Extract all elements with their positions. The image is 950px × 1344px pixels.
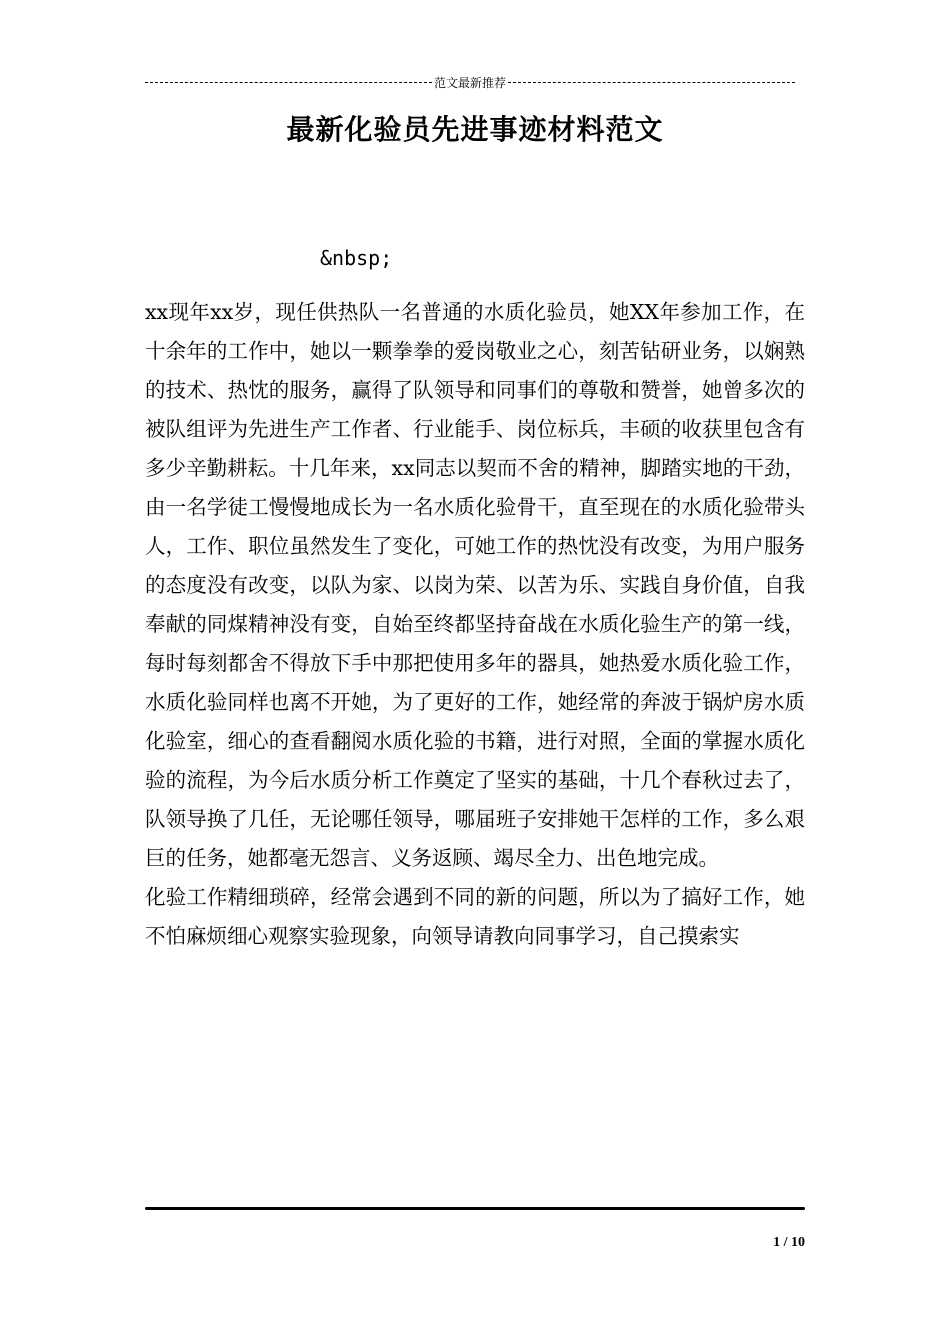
header-dashed-rule-right [508,82,795,83]
page-number: 1 / 10 [773,1235,805,1250]
nbsp-text: &nbsp; [320,246,393,270]
paragraph-1: xx现年xx岁，现任供热队一名普通的水质化验员，她XX年参加工作，在十余年的工作中，她以一颗拳拳的爱岗敬业之心，刻苦钻研业务，以娴熟的技术、热忱的服务，赢得了队领导和同事们的尊敬和赞誉，她曾多次的被队组评为先进生产工作者、行业能手、岗位标兵，丰硕的收获里包含有多少辛勤耕耘。十几年来，xx同志以契而不舍的精神，脚踏实地的干劲，由一名学徒工慢慢地成长为一名水质化验骨干，直至现在的水质化验带头人，工作、职位虽然发生了变化，可她工作的热忱没有改变，为用户服务的态度没有改变，以队为家、以岗为荣、以苦为乐、实践自身价值，自我奉献的同煤精神没有变，自始至终都坚持奋战在水质化验生产的第一线，每时每刻都舍不得放下手中那把使用多年的器具，她热爱水质化验工作，水质化验同样也离不开她，为了更好的工作，她经常的奔波于锅炉房水质化验室，细心的查看翻阅水质化验的书籍，进行对照，全面的掌握水质化验的流程，为今后水质分析工作奠定了坚实的基础，十几个春秋过去了，队领导换了几任，无论哪任领导，哪届班子安排她干怎样的工作，多么艰巨的任务，她都毫无怨言、义务返顾、竭尽全力、出色地完成。 [145,300,805,870]
page-header [145,74,795,90]
header-dashed-rule-left [145,82,432,83]
document-body [145,293,805,956]
document-title: 最新化验员先进事迹材料范文 [286,113,664,146]
header-label: 范文最新推荐 [434,75,507,90]
footer-rule [145,1207,805,1210]
paragraph-2: 化验工作精细琐碎，经常会遇到不同的新的问题，所以为了搞好工作，她不怕麻烦细心观察实验现象，向领导请教向同事学习，自己摸索实 [145,885,805,948]
